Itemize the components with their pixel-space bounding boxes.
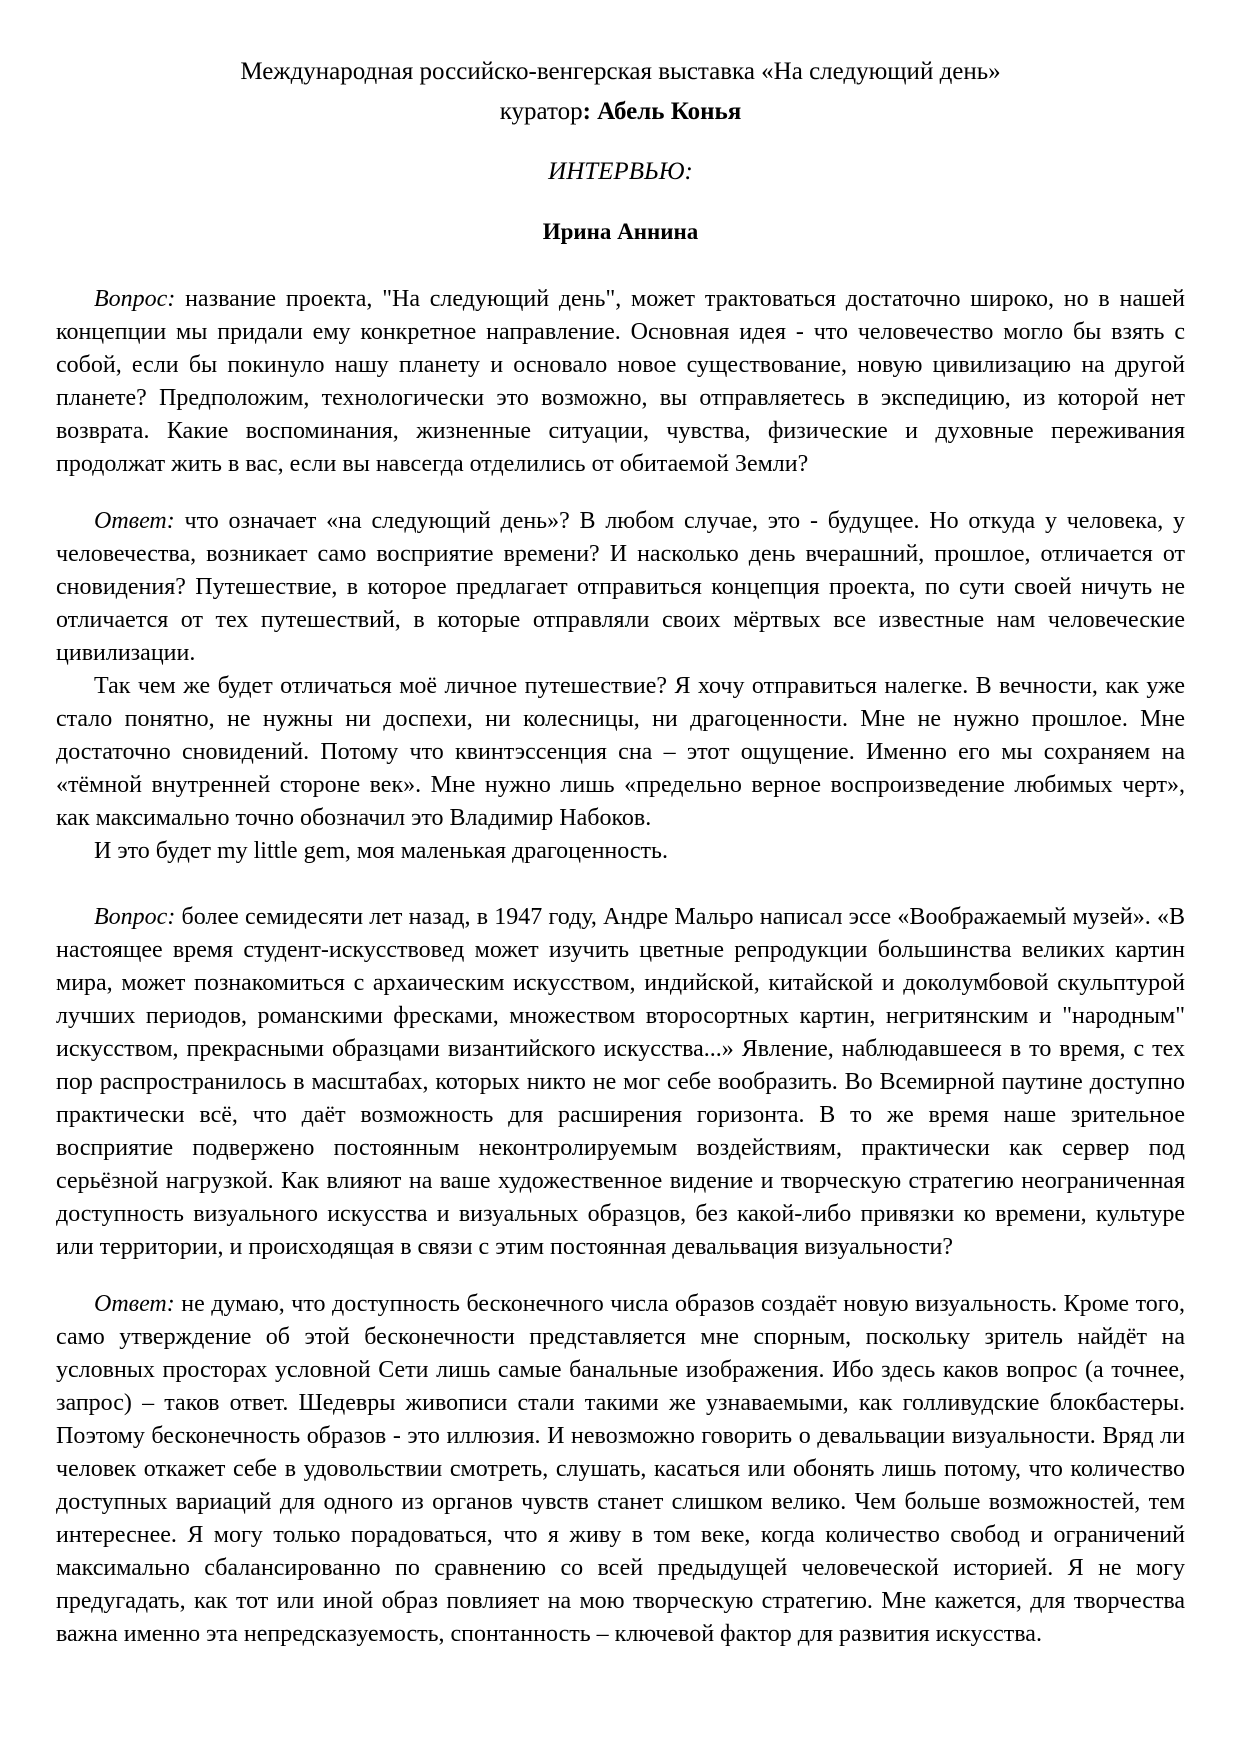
- paragraph-answer-2: [56, 1288, 1185, 1651]
- paragraph-question-2: [56, 901, 1185, 1264]
- answer-label: Ответ:: [94, 508, 175, 534]
- paragraph-answer-1: [56, 505, 1185, 670]
- paragraph-text: Так чем же будет отличаться моё личное путешествие? Я хочу отправиться налегке. В вечности, как уже стало понятно, не нужны ни доспехи, ни колесницы, ни драгоценности. Мне не нужно прошлое. Мне достаточно сновидений. Потому что квинтэссенция сна – этот ощущение. Именно его мы сохраняем на «тёмной внутренней стороне век». Мне нужно лишь «предельно верное воспроизведение любимых черт», как максимально точно обозначил это Владимир Набоков.: [56, 673, 1185, 831]
- paragraph-text: не думаю, что доступность бесконечного числа образов создаёт новую визуальность. Кроме того, само утверждение об этой бесконечности представляется мне спорным, поскольку зритель найдёт на условных просторах условной Сети лишь самые банальные изображения. Ибо здесь каков вопрос (а точнее, запрос) – таков ответ. Шедевры живописи стали такими же узнаваемыми, как голливудские блокбастеры. Поэтому бесконечность образов - это иллюзия. И невозможно говорить о девальвации визуальности. Вряд ли человек откажет себе в удовольствии смотреть, слушать, касаться или обонять лишь потому, что количество доступных вариаций для одного из органов чувств станет слишком велико. Чем больше возможностей, тем интереснее. Я могу только порадоваться, что я живу в том веке, когда количество свобод и ограничений максимально сбалансированно по сравнению со всей предыдущей человеческой историей. Я не могу предугадать, как тот или иной образ повлияет на мою творческую стратегию. Мне кажется, для творчества важна именно эта непредсказуемость, спонтанность – ключевой фактор для развития искусства.: [56, 1291, 1185, 1647]
- question-label: Вопрос:: [94, 904, 176, 930]
- curator-line: [56, 92, 1185, 132]
- paragraph-text: И это будет my little gem, моя маленькая драгоценность.: [94, 838, 668, 864]
- answer-label: Ответ:: [94, 1291, 175, 1317]
- paragraph-answer-1-closing: [56, 835, 1185, 868]
- paragraph-answer-1-continued: [56, 670, 1185, 835]
- paragraph-text: что означает «на следующий день»? В любом случае, это - будущее. Но откуда у человека, у человечества, возникает само восприятие времени? И насколько день вчерашний, прошлое, отличается от сновидения? Путешествие, в которое предлагает отправиться концепция проекта, по сути своей ничуть не отличается от тех путешествий, в которые отправляли своих мёртвых все известные нам человеческие цивилизации.: [56, 508, 1185, 666]
- paragraph-text: более семидесяти лет назад, в 1947 году, Андре Мальро написал эссе «Воображаемый музей». «В настоящее время студент-искусствовед может изучить цветные репродукции большинства великих картин мира, может познакомиться с архаическим искусством, индийской, китайской и доколумбовой скульптурой лучших периодов, романскими фресками, множеством второсортных картин, негритянским и "народным" искусством, прекрасными образцами византийского искусства...» Явление, наблюдавшееся в то время, с тех пор распространилось в масштабах, которых никто не мог себе вообразить. Во Всемирной паутине доступно практически всё, что даёт возможность для расширения горизонта. В то же время наше зрительное восприятие подвержено постоянным неконтролируемым воздействиям, практически как сервер под серьёзной нагрузкой. Как влияют на ваше художественное видение и творческую стратегию неограниченная доступность визуального искусства и визуальных образцов, без какой-либо привязки ко времени, культуре или территории, и происходящая в связи с этим постоянная девальвация визуальности?: [56, 904, 1185, 1260]
- exhibition-title: Международная российско-венгерская выставка «На следующий день»: [240, 58, 1001, 85]
- interview-heading: ИНТЕРВЬЮ:: [548, 158, 693, 185]
- paragraph-text: название проекта, "На следующий день", может трактоваться достаточно широко, но в нашей концепции мы придали ему конкретное направление. Основная идея - что человечество могло бы взять с собой, если бы покинуло нашу планету и основало новое существование, новую цивилизацию на другой планете? Предположим, технологически это возможно, вы отправляетесь в экспедицию, из которой нет возврата. Какие воспоминания, жизненные ситуации, чувства, физические и духовные переживания продолжат жить в вас, если вы навсегда отделились от обитаемой Земли?: [56, 286, 1185, 477]
- author-name: Ирина Аннина: [542, 219, 699, 244]
- interview-body: [56, 283, 1185, 1651]
- question-label: Вопрос:: [94, 286, 176, 312]
- curator-name: : Абель Конья: [582, 98, 742, 125]
- curator-label: куратор: [499, 98, 583, 125]
- paragraph-question-1: [56, 283, 1185, 481]
